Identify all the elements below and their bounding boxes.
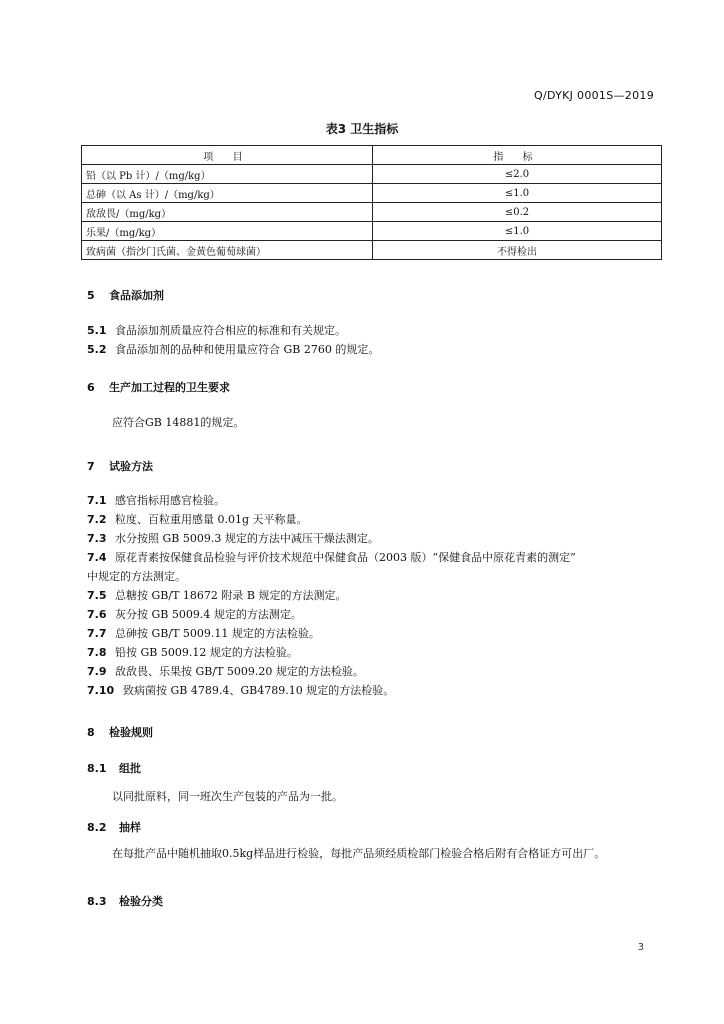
- section-title: 生产加工过程的卫生要求: [109, 381, 230, 394]
- clause-text: 敌敌畏、乐果按 GB/T 5009.20 规定的方法检验。: [115, 665, 364, 678]
- section-number: 8: [87, 726, 95, 739]
- subsection-heading: [87, 893, 163, 909]
- clause-number: 7.1: [87, 494, 107, 507]
- clause: [87, 492, 662, 510]
- table-cell-item: 致病菌（指沙门氏菌、金黄色葡萄球菌）: [82, 241, 373, 260]
- section-number: 7: [87, 460, 95, 473]
- section-title: 食品添加剂: [109, 289, 164, 302]
- clause-text: 铅按 GB 5009.12 规定的方法检验。: [115, 646, 298, 659]
- clause-number: 7.2: [87, 513, 107, 526]
- clause-number: 5.2: [87, 343, 107, 356]
- section-number: 6: [87, 381, 95, 394]
- clause-continuation: 中规定的方法测定。: [87, 570, 186, 583]
- subsection-title: 检验分类: [119, 895, 163, 908]
- clause-number: 7.3: [87, 532, 107, 545]
- table-cell-value: ≤2.0: [373, 165, 662, 184]
- clause: [87, 587, 662, 605]
- table-row: [82, 203, 662, 222]
- clause: [87, 549, 662, 567]
- clause: [87, 625, 662, 643]
- table-cell-item: 敌敌畏/（mg/kg）: [82, 203, 373, 222]
- clause-number: 7.9: [87, 665, 107, 678]
- table-cell-item: 乐果/（mg/kg）: [82, 222, 373, 241]
- clause: [87, 682, 662, 700]
- section-number: 5: [87, 289, 95, 302]
- clause-text: 总砷按 GB/T 5009.11 规定的方法检验。: [115, 627, 320, 640]
- table-row: [82, 222, 662, 241]
- subsection-title: 抽样: [119, 821, 141, 834]
- subsection-heading: [87, 760, 141, 776]
- table-header-row: [82, 146, 662, 165]
- page-number: 3: [637, 942, 644, 953]
- clause-text: 感官指标用感官检验。: [115, 494, 225, 507]
- subsection-number: 8.1: [87, 762, 107, 775]
- table-title: 表3 卫生指标: [325, 122, 399, 136]
- clause-number: 7.6: [87, 608, 107, 621]
- clause-number: 7.4: [87, 551, 107, 564]
- document-code: Q/DYKJ 0001S—2019: [534, 89, 654, 102]
- table-cell-item: 铅（以 Pb 计）/（mg/kg）: [82, 165, 373, 184]
- section-heading: [87, 287, 164, 303]
- clause-text: 总糖按 GB/T 18672 附录 B 规定的方法测定。: [115, 589, 347, 602]
- clause-number: 7.7: [87, 627, 107, 640]
- section-title: 检验规则: [109, 726, 153, 739]
- table-row: [82, 241, 662, 260]
- table-cell-value: ≤1.0: [373, 222, 662, 241]
- clause: [87, 322, 662, 340]
- clause-number: 7.5: [87, 589, 107, 602]
- clause: [87, 341, 662, 359]
- clause: [87, 644, 662, 662]
- subsection-number: 8.3: [87, 895, 107, 908]
- table-cell-value: ≤1.0: [373, 184, 662, 203]
- hygiene-index-table: [81, 145, 662, 260]
- paragraph: 应符合GB 14881的规定。: [112, 416, 245, 429]
- column-header-value: 指 标: [373, 146, 662, 165]
- section-heading: [87, 379, 230, 395]
- clause: [87, 530, 662, 548]
- clause-text: 食品添加剂的品种和使用量应符合 GB 2760 的规定。: [115, 343, 380, 356]
- paragraph: 以同批原料，同一班次生产包装的产品为一批。: [112, 790, 343, 803]
- section-heading: [87, 458, 153, 474]
- clause-text: 致病菌按 GB 4789.4、GB4789.10 规定的方法检验。: [123, 684, 395, 697]
- clause-text: 灰分按 GB 5009.4 规定的方法测定。: [115, 608, 302, 621]
- subsection-heading: [87, 819, 141, 835]
- table-row: [82, 165, 662, 184]
- clause: [87, 606, 662, 624]
- clause: [87, 511, 662, 529]
- clause-number: 7.8: [87, 646, 107, 659]
- table-cell-value: ≤0.2: [373, 203, 662, 222]
- section-title: 试验方法: [109, 460, 153, 473]
- clause: [87, 663, 662, 681]
- table-cell-value: 不得检出: [373, 241, 662, 260]
- section-heading: [87, 724, 153, 740]
- table-cell-item: 总砷（以 As 计）/（mg/kg）: [82, 184, 373, 203]
- clause-text: 水分按照 GB 5009.3 规定的方法中减压干燥法测定。: [115, 532, 379, 545]
- subsection-title: 组批: [119, 762, 141, 775]
- clause-number: 5.1: [87, 324, 107, 337]
- column-header-item: 项 目: [82, 146, 373, 165]
- clause-text: 原花青素按保健食品检验与评价技术规范中保健食品（2003 版）“保健食品中原花青素的测定”: [115, 551, 576, 564]
- table-row: [82, 184, 662, 203]
- paragraph: 在每批产品中随机抽取0.5kg样品进行检验，每批产品须经质检部门检验合格后附有合格证方可出厂。: [112, 847, 606, 860]
- clause-number: 7.10: [87, 684, 115, 697]
- subsection-number: 8.2: [87, 821, 107, 834]
- clause-text: 粒度、百粒重用感量 0.01g 天平称量。: [115, 513, 308, 526]
- clause-text: 食品添加剂质量应符合相应的标准和有关规定。: [115, 324, 346, 337]
